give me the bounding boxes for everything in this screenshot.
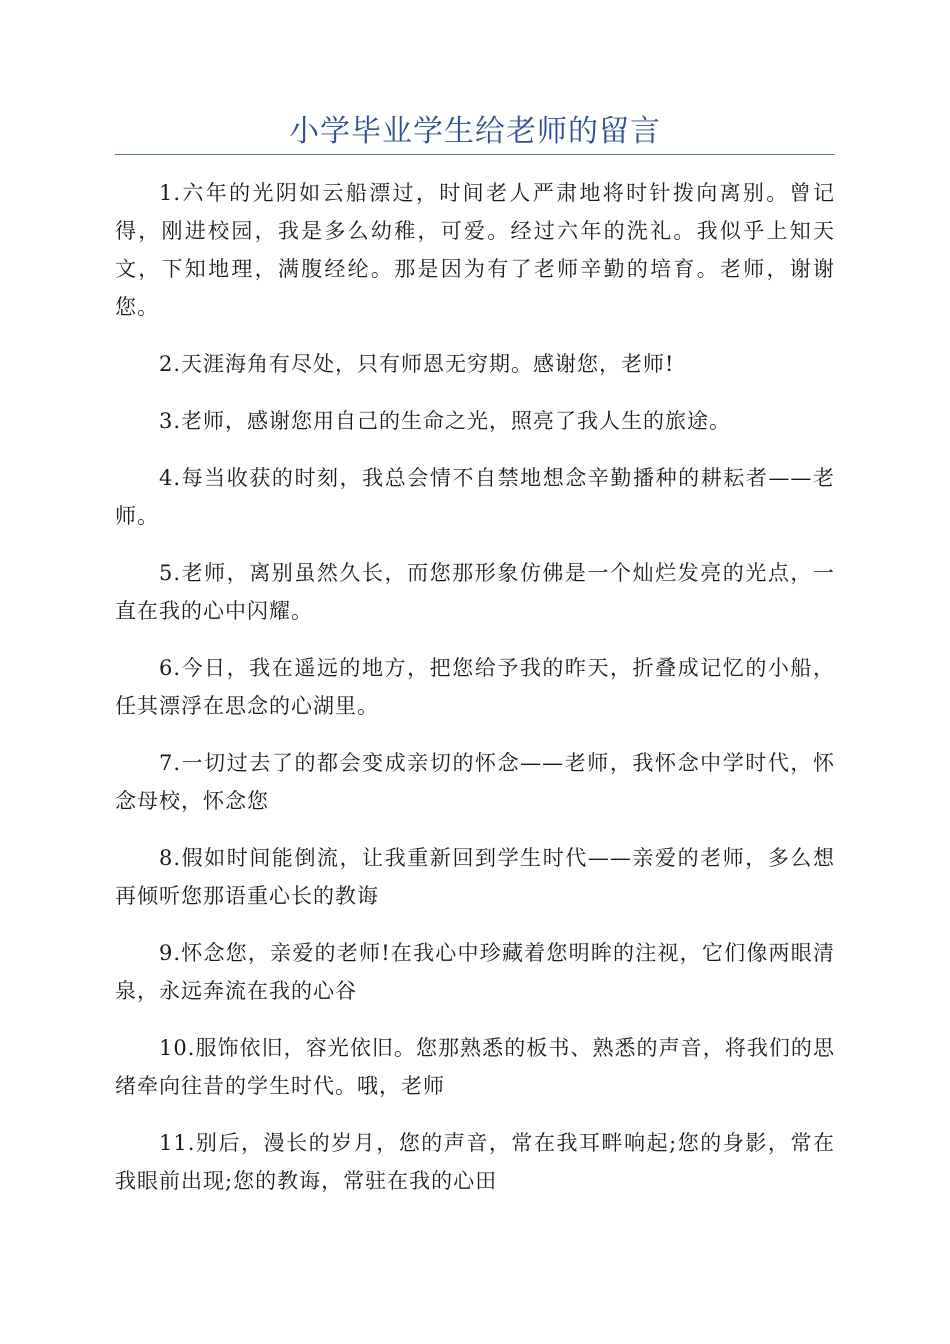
paragraph-6: 6.今日，我在遥远的地方，把您给予我的昨天，折叠成记忆的小船，任其漂浮在思念的心湖里。 xyxy=(115,656,835,718)
paragraph-3: 3.老师，感谢您用自己的生命之光，照亮了我人生的旅途。 xyxy=(159,409,732,433)
paragraph-8: 8.假如时间能倒流，让我重新回到学生时代——亲爱的老师，多么想再倾听您那语重心长的教诲 xyxy=(115,846,835,908)
paragraph-5: 5.老师，离别虽然久长，而您那形象仿佛是一个灿烂发亮的光点，一直在我的心中闪耀。 xyxy=(115,561,835,623)
document-body xyxy=(115,174,835,1219)
paragraph-10: 10.服饰依旧，容光依旧。您那熟悉的板书、熟悉的声音，将我们的思绪牵向往昔的学生时代。哦，老师 xyxy=(115,1036,835,1098)
paragraph-2: 2.天涯海角有尽处，只有师恩无穷期。感谢您，老师! xyxy=(159,352,675,376)
paragraph-9: 9.怀念您，亲爱的老师!在我心中珍藏着您明眸的注视，它们像两眼清泉，永远奔流在我的心谷 xyxy=(115,941,835,1003)
paragraph-11: 11.别后，漫长的岁月，您的声音，常在我耳畔响起;您的身影，常在我眼前出现;您的教诲，常驻在我的心田 xyxy=(115,1131,835,1193)
page-title: 小学毕业学生给老师的留言 xyxy=(289,114,661,149)
paragraph-1: 1.六年的光阴如云船漂过，时间老人严肃地将时针拨向离别。曾记得，刚进校园，我是多么幼稚，可爱。经过六年的洗礼。我似乎上知天文，下知地理，满腹经纶。那是因为有了老师辛勤的培育。老师，谢谢您。 xyxy=(115,181,835,319)
title-divider xyxy=(115,154,835,155)
paragraph-7: 7.一切过去了的都会变成亲切的怀念——老师，我怀念中学时代，怀念母校，怀念您 xyxy=(115,751,835,813)
paragraph-4: 4.每当收获的时刻，我总会情不自禁地想念辛勤播种的耕耘者——老师。 xyxy=(115,466,835,528)
